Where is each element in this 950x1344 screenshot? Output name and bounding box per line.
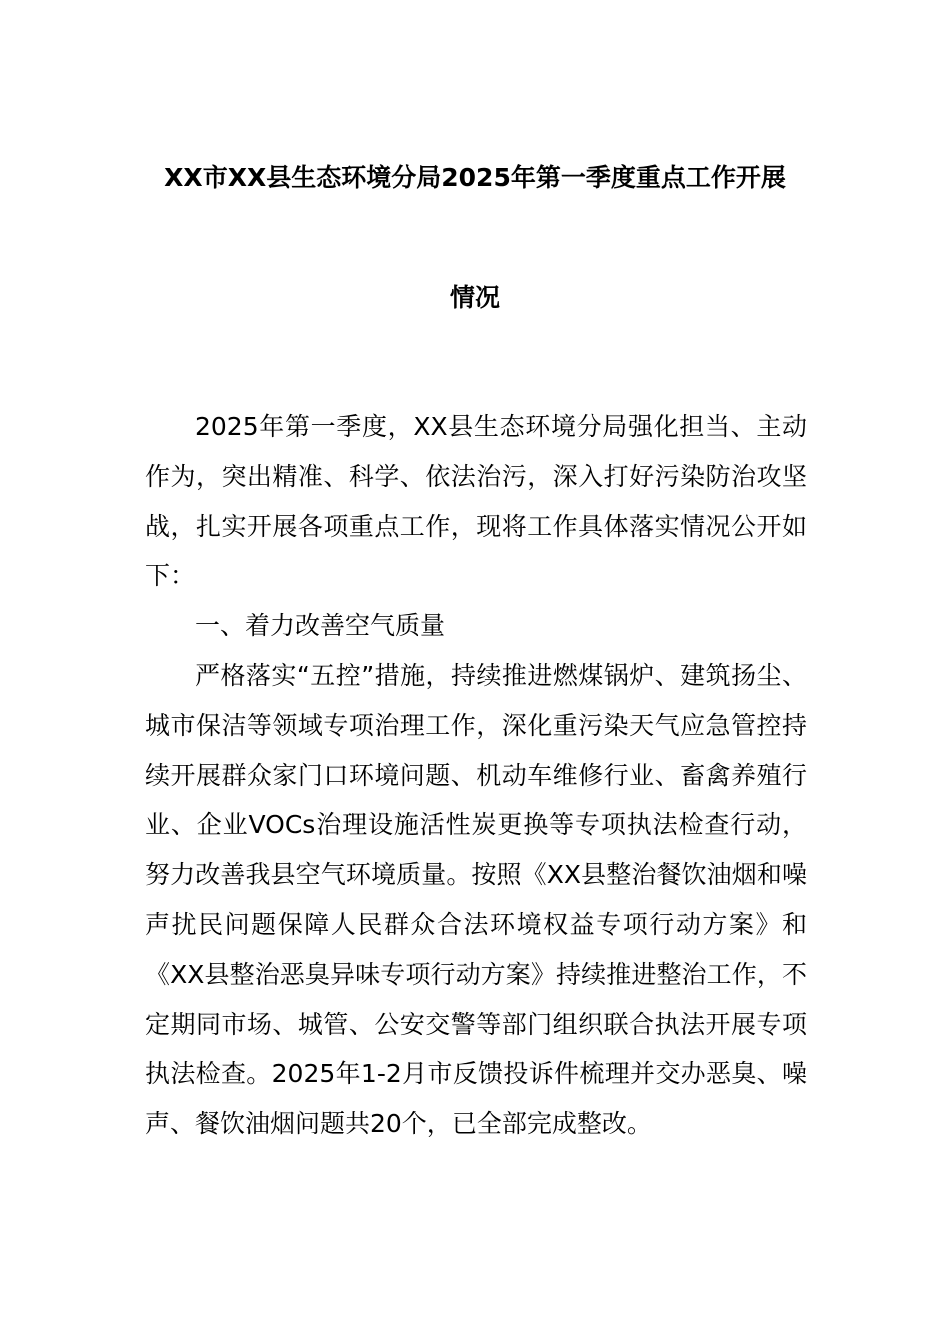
document-body — [145, 402, 807, 1149]
intro-paragraph: 2025年第一季度，XX县生态环境分局强化担当、主动作为，突出精准、科学、依法治污，深入打好污染防治攻坚战，扎实开展各项重点工作，现将工作具体落实情况公开如下： — [145, 412, 807, 591]
section-heading-air-quality: 一、着力改善空气质量 — [195, 611, 446, 641]
document-title-line-2: 情况 — [449, 283, 500, 312]
document-title-line-1: XX市XX县生态环境分局2025年第一季度重点工作开展 — [164, 163, 786, 192]
section-paragraph-air-quality: 严格落实“五控”措施，持续推进燃煤锅炉、建筑扬尘、城市保洁等领域专项治理工作，深化重污染天气应急管控持续开展群众家门口环境问题、机动车维修行业、畜禽养殖行业、企业VOCs治理设施活性炭更换等专项执法检查行动，努力改善我县空气环境质量。按照《XX县整治餐饮油烟和噪声扰民问题保障人民群众合法环境权益专项行动方案》和《XX县整治恶臭异味专项行动方案》持续推进整治工作，不定期同市场、城管、公安交警等部门组织联合执法开展专项执法检查。2025年1-2月市反馈投诉件梳理并交办恶臭、噪声、餐饮油烟问题共20个，已全部完成整改。 — [145, 660, 807, 1139]
